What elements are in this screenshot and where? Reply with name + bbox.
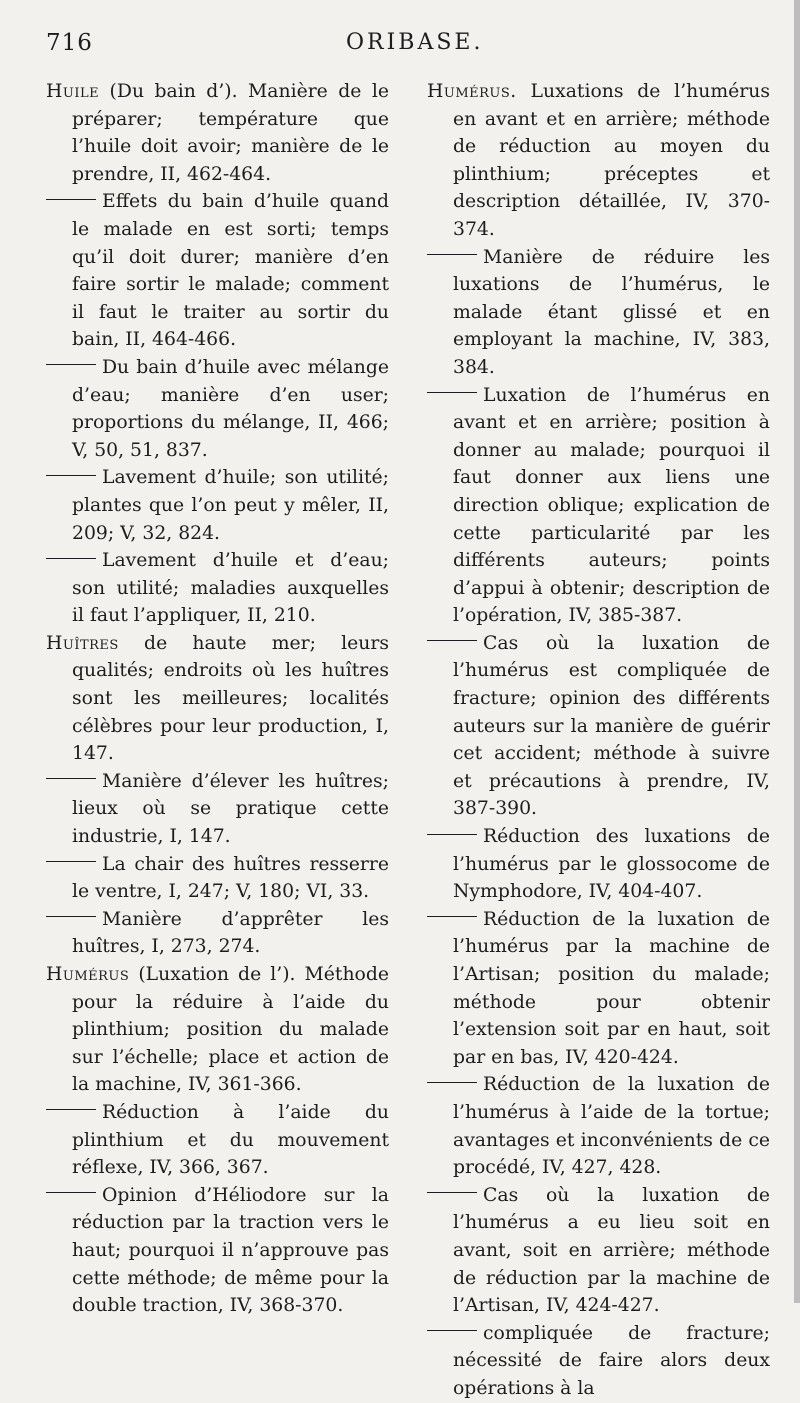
index-entry bbox=[427, 1182, 770, 1320]
index-entry bbox=[46, 354, 389, 464]
entry-text: Luxation de l’humérus en avant et en arrière; position à donner au malade; pourquoi il faut donner aux liens une direction oblique; explication de cette particularité par les différents auteurs; points d’appui à obtenir; description de l’opération, IV, 385-387. bbox=[453, 384, 770, 627]
ditto-dash bbox=[46, 778, 96, 779]
ditto-dash bbox=[427, 1082, 477, 1083]
page-edge-shadow bbox=[794, 0, 800, 1303]
ditto-dash bbox=[46, 1192, 96, 1193]
page-header bbox=[46, 28, 770, 72]
entry-text: Lavement d’huile et d’eau; son utilité; maladies auxquelles il faut l’appliquer, II, 210. bbox=[72, 550, 389, 627]
entry-text: Manière d’apprêter les huîtres, I, 273, 274. bbox=[72, 908, 389, 958]
ditto-dash bbox=[46, 199, 96, 200]
index-entry bbox=[46, 630, 389, 768]
entry-headword: Humérus. bbox=[427, 81, 517, 102]
ditto-dash bbox=[46, 916, 96, 917]
index-entry bbox=[427, 382, 770, 630]
ditto-dash bbox=[427, 254, 477, 255]
index-entry bbox=[427, 244, 770, 382]
ditto-dash bbox=[46, 475, 96, 476]
ditto-dash bbox=[427, 1192, 477, 1193]
index-entry bbox=[46, 906, 389, 961]
left-column bbox=[46, 78, 389, 1403]
index-entry bbox=[427, 78, 770, 244]
entry-text: Réduction de la luxation de l’humérus par la machine de l’Artisan; position du malade; méthode pour obtenir l’extension soit par en haut, soit par en bas, IV, 420-424. bbox=[453, 908, 770, 1068]
entry-text: Du bain d’huile avec mélange d’eau; manière d’en user; proportions du mélange, II, 466; V, 50, 51, 837. bbox=[72, 356, 389, 461]
index-entry bbox=[427, 823, 770, 906]
entry-text: Opinion d’Héliodore sur la réduction par la traction vers le haut; pourquoi il n’approuve pas cette méthode; de même pour la double traction, IV, 368-370. bbox=[72, 1184, 389, 1317]
entry-text: Lavement d’huile; son utilité; plantes que l’on peut y mêler, II, 209; V, 32, 824. bbox=[72, 467, 389, 544]
ditto-dash bbox=[46, 364, 96, 365]
index-entry bbox=[46, 851, 389, 906]
index-entry bbox=[46, 961, 389, 1099]
entry-text: Cas où la luxation de l’humérus est compliquée de fracture; opinion des différents auteurs sur la manière de guérir cet accident; méthode à suivre et précautions à prendre, IV, 387-390. bbox=[453, 632, 770, 820]
ditto-dash bbox=[46, 558, 96, 559]
index-entry bbox=[46, 464, 389, 547]
entry-text: Réduction des luxations de l’humérus par le glossocome de Nymphodore, IV, 404-407. bbox=[453, 826, 770, 903]
ditto-dash bbox=[427, 1330, 477, 1331]
running-head: ORIBASE. bbox=[346, 30, 484, 55]
ditto-dash bbox=[427, 834, 477, 835]
ditto-dash bbox=[427, 640, 477, 641]
index-entry bbox=[46, 188, 389, 354]
page-number: 716 bbox=[46, 30, 93, 56]
index-columns bbox=[46, 78, 770, 1403]
entry-text: Réduction de la luxation de l’humérus à l’aide de la tortue; avantages et inconvénients de ce procédé, IV, 427, 428. bbox=[453, 1074, 770, 1179]
index-entry bbox=[46, 547, 389, 630]
ditto-dash bbox=[46, 1109, 96, 1110]
index-entry bbox=[46, 1182, 389, 1320]
index-entry bbox=[427, 1071, 770, 1181]
entry-text: La chair des huîtres resserre le ventre, I, 247; V, 180; VI, 33. bbox=[72, 853, 389, 903]
index-entry bbox=[46, 1099, 389, 1182]
entry-text: Effets du bain d’huile quand le malade en est sorti; temps qu’il doit durer; manière d’en faire sortir le malade; comment il faut le traiter au sortir du bain, II, 464-466. bbox=[72, 191, 389, 351]
right-column bbox=[427, 78, 770, 1403]
entry-text: compliquée de fracture; nécessité de faire alors deux opérations à la bbox=[453, 1322, 770, 1399]
entry-text: Cas où la luxation de l’humérus a eu lieu soit en avant, soit en arrière; méthode de réduction par la machine de l’Artisan, IV, 424-427. bbox=[453, 1184, 770, 1317]
entry-headword: Humérus bbox=[46, 964, 130, 985]
entry-headword: Huile bbox=[46, 81, 100, 102]
entry-text: (Luxation de l’). Méthode pour la réduire à l’aide du plinthium; position du malade sur l’échelle; place et action de la machine, IV, 361-366. bbox=[72, 964, 389, 1096]
entry-text: (Du bain d’). Manière de le préparer; température que l’huile doit avoir; manière de le prendre, II, 462-464. bbox=[72, 81, 389, 185]
index-entry bbox=[427, 906, 770, 1072]
index-entry bbox=[427, 630, 770, 823]
entry-text: de haute mer; leurs qualités; endroits où les huîtres sont les meilleures; localités célèbres pour leur production, I, 147. bbox=[72, 632, 389, 765]
entry-headword: Huîtres bbox=[46, 632, 119, 654]
ditto-dash bbox=[427, 392, 477, 393]
index-entry bbox=[46, 78, 389, 188]
entry-text: Manière de réduire les luxations de l’humérus, le malade étant glissé et en employant la machine, IV, 383, 384. bbox=[453, 246, 770, 378]
ditto-dash bbox=[46, 861, 96, 862]
index-entry bbox=[427, 1320, 770, 1403]
entry-text: Réduction à l’aide du plinthium et du mouvement réflexe, IV, 366, 367. bbox=[72, 1101, 389, 1179]
entry-text: Luxations de l’humérus en avant et en arrière; méthode de réduction au moyen du plinthium; préceptes et description détaillée, IV, 370-374. bbox=[453, 81, 770, 240]
entry-text: Manière d’élever les huîtres; lieux où se pratique cette industrie, I, 147. bbox=[72, 770, 389, 848]
ditto-dash bbox=[427, 916, 477, 917]
index-entry bbox=[46, 768, 389, 851]
